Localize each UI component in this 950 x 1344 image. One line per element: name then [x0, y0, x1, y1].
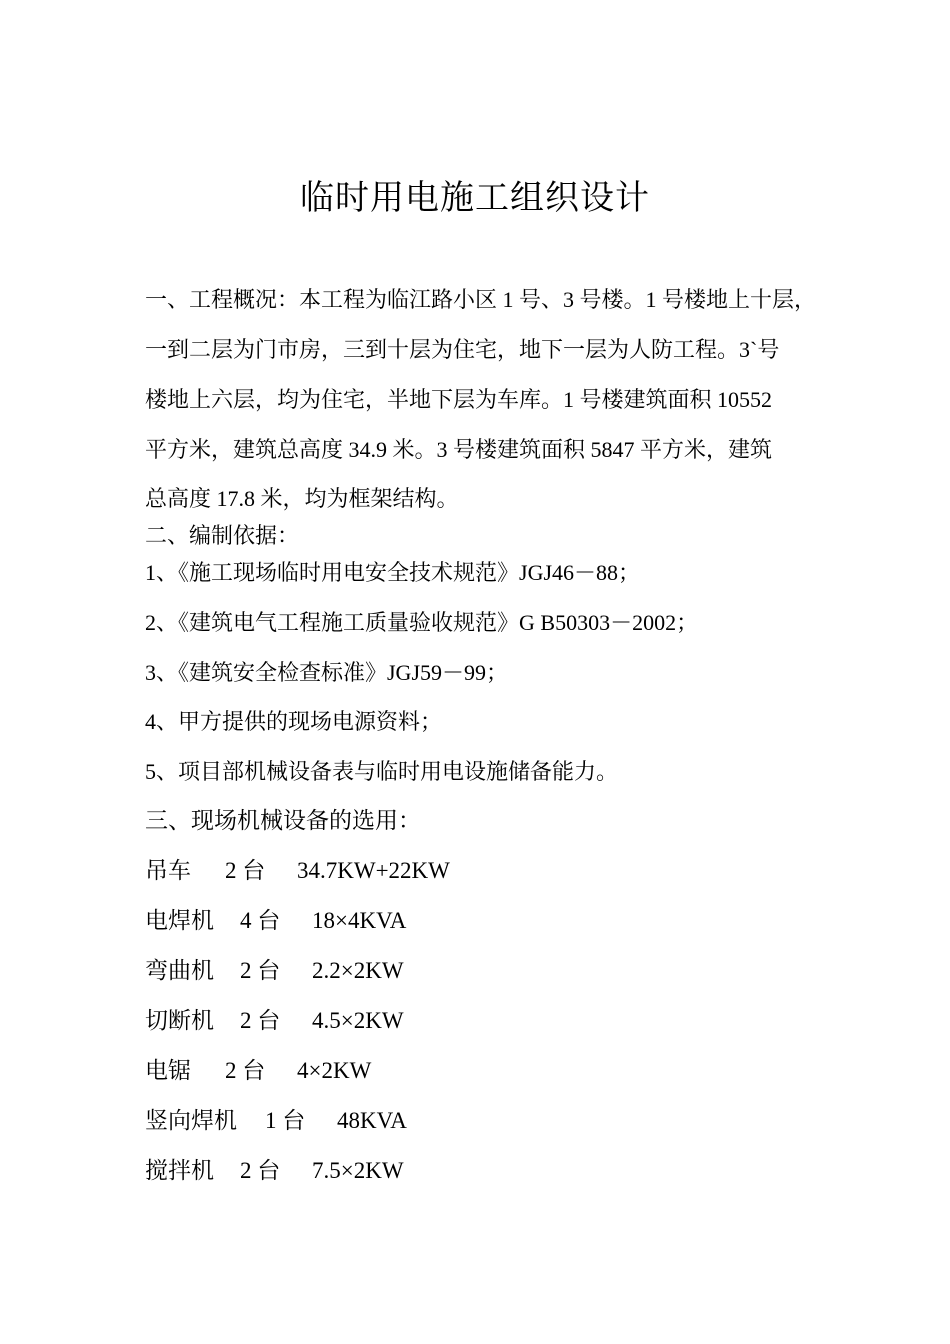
basis-item-4: 4、甲方提供的现场电源资料；	[145, 709, 443, 734]
overview-line-4: 平方米，建筑总高度 34.9 米。3 号楼建筑面积 5847 平方米，建筑	[145, 437, 773, 462]
equipment-heading: 三、现场机械设备的选用：	[145, 808, 421, 833]
equipment-qty: 2 台	[225, 858, 266, 883]
equipment-qty: 2 台	[240, 958, 281, 983]
equipment-qty: 4 台	[240, 908, 281, 933]
equipment-row	[145, 1106, 407, 1136]
overview-line-5: 总高度 17.8 米，均为框架结构。	[145, 486, 459, 511]
equipment-name: 电锯	[145, 1058, 191, 1083]
equipment-name: 搅拌机	[145, 1158, 214, 1183]
equipment-power: 4.5×2KW	[312, 1008, 404, 1033]
equipment-qty: 1 台	[265, 1108, 306, 1133]
overview-line-3: 楼地上六层，均为住宅，半地下层为车库。1 号楼建筑面积 10552	[145, 387, 773, 412]
equipment-power: 7.5×2KW	[312, 1158, 404, 1183]
equipment-qty: 2 台	[225, 1058, 266, 1083]
basis-item-2: 2、《建筑电气工程施工质量验收规范》G B50303－2002；	[145, 610, 699, 635]
equipment-name: 切断机	[145, 1008, 214, 1033]
equipment-name: 吊车	[145, 858, 191, 883]
equipment-power: 34.7KW+22KW	[297, 858, 450, 883]
equipment-power: 18×4KVA	[312, 908, 407, 933]
equipment-row	[145, 1056, 371, 1086]
basis-item-5: 5、项目部机械设备表与临时用电设施储备能力。	[145, 759, 619, 784]
equipment-power: 4×2KW	[297, 1058, 372, 1083]
equipment-row	[145, 856, 450, 886]
basis-item-3: 3、《建筑安全检查标准》JGJ59－99；	[145, 660, 509, 685]
equipment-name: 电焊机	[145, 908, 214, 933]
overview-line-2: 一到二层为门市房，三到十层为住宅，地下一层为人防工程。3`号	[145, 337, 780, 362]
equipment-row	[145, 906, 406, 936]
document-title: 临时用电施工组织设计	[300, 180, 650, 217]
equipment-name: 竖向焊机	[145, 1108, 237, 1133]
equipment-power: 48KVA	[337, 1108, 407, 1133]
equipment-qty: 2 台	[240, 1008, 281, 1033]
equipment-name: 弯曲机	[145, 958, 214, 983]
basis-item-1: 1、《施工现场临时用电安全技术规范》JGJ46－88；	[145, 560, 641, 585]
equipment-qty: 2 台	[240, 1158, 281, 1183]
basis-heading: 二、编制依据：	[145, 523, 300, 548]
overview-line-1: 一、工程概况：本工程为临江路小区 1 号、3 号楼。1 号楼地上十层，	[145, 287, 817, 312]
equipment-row	[145, 1006, 404, 1036]
equipment-row	[145, 956, 404, 986]
equipment-power: 2.2×2KW	[312, 958, 404, 983]
equipment-row	[145, 1156, 404, 1186]
